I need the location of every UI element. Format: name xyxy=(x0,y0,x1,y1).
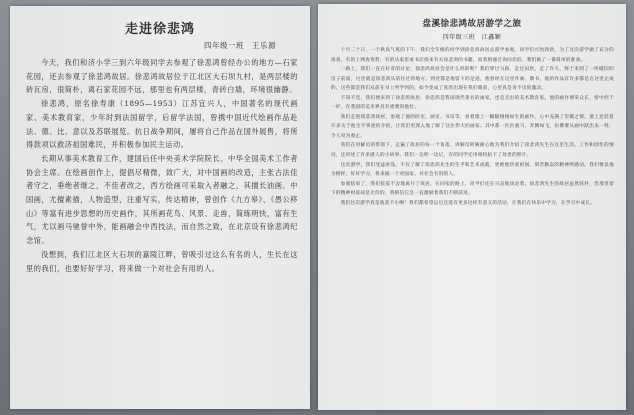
essay-paragraph: 我们这次游学真是收获不小啊！我们都希望以后还能有更多这样有意义的活动，让我们在快乐中学习，在学习中成长。 xyxy=(340,200,596,206)
essay-paragraph: 一路上，我们一直在好奇的讨论，徐悲鸿故居会是什么样的呢？我们穿过马路，走过田坎，走了许久，终于来到了一所破旧的房子前面，这里就是徐悲鸿从前住过的地方。到处都是他留下的足迹，他曾经在这里作画、教书，他的作品有许多都是在这里完成的，这些都是我们从前在书上所学到的，如今变成了真的出现在我们眼前，心里真是说不出的激动。 xyxy=(331,67,614,92)
essay-title: 走进徐悲鸿 xyxy=(124,22,195,37)
essay-author: 四年级三班 江鑫颖 xyxy=(442,34,502,41)
essay-paragraph: 没想到，我们江北区大石坝的嘉陵江畔，曾吸引过这么有名的人，生长在这里的我们，也要好好学习，将来做一个对社会有用的人。 xyxy=(26,249,298,273)
essay-paragraph: 我们在讲解员的带领下，走遍了故居的每一个角落，讲解员阿姨耐心地为我们介绍了徐悲鸿先生在这里生活、工作和创作的情况，还讲述了许多感人的小故事。我们一边听一边记，有的同学还用相机拍下了珍贵的照片。 xyxy=(331,143,614,159)
essay-paragraph: 十月二十日，一个秋高气爽的下午，我们全年级的同学到徐悲鸿故居去游学参观。同学们兴致勃勃，为了这次游学做了充分的准备，有的上网查资料，有的从家里或书店找来有关徐悲鸿的书籍，而我则通过询问伯伯，我们做了一番简单的准备。 xyxy=(331,48,614,63)
essay-author: 四年级一班 王乐源 xyxy=(204,41,276,50)
essay-paragraph: 徐悲鸿，原名徐寿康（1895—1953）江苏宜兴人，中国著名的现代画家、美术教育家，少年时到法国留学，后留学法国，曾携中国近代绘画作品赴法、德、比、意以及苏联展览。抗日战争期间，屡将自己作品在国外展售，将所得款项以救济祖国难民，并积极参加民主运动。 xyxy=(26,99,298,150)
essay-paragraph: 参观结束了，我们依依不舍地离开了故居，在回家的路上，同学们还在兴奋地谈论着。徐悲鸿先生的故居虽然简朴，但那里留下的精神财富却是无价的，我相信它会一直激励着我们不断前进。 xyxy=(331,181,614,197)
essay-sheet-left xyxy=(10,6,310,409)
essay-body xyxy=(26,56,298,403)
essay-paragraph: 这次游学，我们受益匪浅，不仅了解了徐悲鸿先生的生平和艺术成就，更被他热爱祖国、刻苦勤奋的精神所感动。我们要以他为榜样，好好学习，将来做一个对国家、对社会有用的人。 xyxy=(331,162,614,178)
essay-paragraph: 长期从事美术教育工作，建国后任中央美术学院院长、中华全国美术工作者协会主席。在绘画创作上，提倡尽精微，致广大，对中国画的改造，主张古法佳者守之，垂绝者继之，不佳者改之，西方绘画可采取入者融之，其擅长油画、中国画，尤擅素描，人物造型，注重写实，传达精神，曾创作《九方皋》、《愚公移山》等富有进步思想的历史画作，其所画花鸟、风景、走兽，简练明快，富有生气，尤以画马驰誉中外，能画融会中西技法，而自然之致，在北京设有徐悲鸿纪念馆。 xyxy=(26,153,298,246)
essay-sheet-right xyxy=(318,4,626,410)
essay-body xyxy=(331,46,614,406)
essay-title: 盘溪徐悲鸿故居游学之旅 xyxy=(422,19,522,29)
essay-paragraph: 我们走进徐悲鸿故居，参观了他的卧室、画室、书房等，看着墙上一幅幅栩栩如生的画作，心中充满了崇敬之情。墙上还挂着许多关于他生平事迹的介绍，让我们更深入地了解了这位伟大的画家。其中那一匹匹骏马，奔腾如飞，仿佛要从画中跃出来一样，令人叹为观止。 xyxy=(331,114,614,139)
essay-paragraph: 不知不觉，我们便来到了徐悲鸿故居，徐悲鸿是我国现代著名的画家，也是杰出的美术教育家。他的画作博采众长，熔中西于一炉，在我国的美术界具有重要的地位。 xyxy=(331,95,614,111)
essay-paragraph: 今天，我们和济小学三到六年级同学去参观了徐悲鸿曾经办公的地方—石家花园，还去参观了徐悲鸿故居。徐悲鸿故居位于江北区大石坝九村，是两层楼的砖瓦房，很简朴，离石家花园不远，那里也有两层楼，青砖白墙，环境很幽静。 xyxy=(26,58,298,95)
